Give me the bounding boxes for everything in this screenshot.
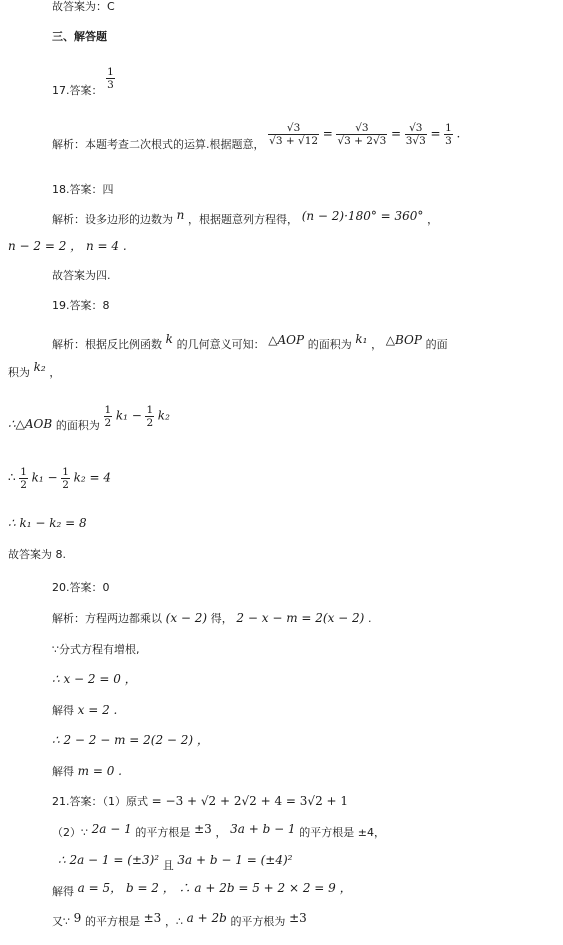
q19-exp-b: 的几何意义可知：	[176, 338, 265, 351]
q19-line4	[8, 466, 111, 491]
section-heading: 三、解答题	[52, 30, 107, 43]
q19-half-1-den: 2	[104, 417, 112, 429]
q20-eq2: 2 − x − m = 2(x − 2)	[236, 611, 365, 625]
q19-l2a: 积为	[8, 366, 30, 379]
q19-k: k	[165, 332, 173, 346]
q19-conclusion: 故答案为 8.	[8, 548, 66, 561]
q20-l4a: 解得	[52, 704, 74, 717]
q21-line4	[52, 881, 352, 899]
q19-bop: △BOP	[385, 333, 422, 347]
q17-answer	[52, 66, 115, 97]
q19-half-2-num: 1	[146, 404, 154, 416]
q21-l3a: ∴ 2a − 1 = (±3)²	[58, 853, 160, 867]
q20-answer: 20.答案：0	[52, 581, 110, 594]
q17-frac3	[405, 122, 427, 147]
q17-frac4-den: 3	[445, 135, 452, 147]
q20-explanation	[52, 611, 372, 626]
q20-line5: ∴ 2 − 2 − m = 2(2 − 2) ，	[52, 733, 209, 747]
q17-frac1-den: √3 + √12	[269, 135, 319, 147]
q18-exp-b: ，根据题意列方程得，	[188, 213, 299, 226]
q17-explanation: 解析：本题考查二次根式的运算.根据题意， $\frac{√3}{√3 + √12}$ = $\frac{√3}{√3 + 2√3}$ = $\frac{√3}{3√3}$ = $\frac{1}{3}$ .	[52, 122, 461, 151]
q18-exp-c: ，	[427, 213, 439, 226]
q19-l3b: 的面积为	[55, 418, 100, 432]
q20-exp-c: .	[368, 612, 372, 625]
q19-exp-e: 的面	[425, 338, 448, 351]
q17-label: 17.答案：	[52, 83, 103, 97]
q19-exp-c: 的面积为	[307, 338, 352, 351]
q19-line2	[8, 360, 61, 380]
q19-exp-a: 解析：根据反比例函数	[52, 338, 162, 351]
q21-l5a: 又∵	[52, 915, 70, 928]
q21-l2f: 3a + b − 1	[230, 822, 296, 836]
q19-half-3-num: 1	[20, 466, 27, 478]
q21-eq1: = −3 + √2 + 2√2 + 4 = 3√2 + 1	[151, 794, 349, 808]
q21-line2	[52, 822, 385, 840]
q21-l5f: a + 2b	[186, 911, 227, 925]
q19-aob: ∴△AOB	[8, 416, 53, 431]
q17-exp-text: 解析：本题考查二次根式的运算.根据题意，	[52, 137, 265, 151]
q21-l4a: 解得	[52, 885, 74, 898]
q21-answer	[52, 794, 348, 809]
q17-frac4-num: 1	[445, 122, 452, 134]
q19-exp-d: ，	[371, 338, 383, 351]
q19-explanation	[52, 332, 448, 352]
q20-eq1: (x − 2)	[165, 611, 208, 625]
q21-l2d: ±3	[194, 822, 212, 836]
q20-l4b: x = 2 .	[77, 703, 118, 717]
q21-l5c: 的平方根是	[84, 915, 140, 928]
q19-half-1-num: 1	[104, 404, 112, 416]
q17-numerator: 1	[107, 66, 114, 78]
q17-frac4	[444, 122, 453, 147]
q21-l5e: ，∴	[164, 915, 183, 928]
q21-l5h: ±3	[289, 911, 307, 925]
q19-therefore: ∴	[8, 470, 16, 485]
q18-answer: 18.答案：四	[52, 183, 114, 196]
q20-line6	[52, 764, 122, 779]
q19-l4b: k₁ −	[31, 470, 58, 485]
q20-l6b: m = 0 .	[77, 764, 122, 778]
answer-line: 故答案为：C	[52, 0, 115, 13]
q19-answer: 19.答案：8	[52, 299, 110, 312]
q17-denominator: 3	[107, 79, 114, 91]
q19-l2b: ，	[49, 366, 61, 379]
q21-l2g: 的平方根是 ±4，	[299, 826, 385, 839]
q19-l3c: k₁ −	[115, 408, 142, 423]
q17-fraction	[106, 66, 115, 91]
q17-frac2	[336, 122, 387, 147]
q18-explanation	[52, 208, 439, 227]
q21-line3	[58, 853, 293, 872]
q21-l3c: 3a + b − 1 = (±4)²	[177, 853, 293, 867]
q21-l2c: 的平方根是	[135, 826, 191, 839]
q19-l4c: k₂ = 4	[73, 470, 111, 485]
q21-l5b: 9	[73, 911, 82, 925]
q21-l2b: 2a − 1	[91, 822, 132, 836]
q19-half-2	[145, 404, 154, 429]
q20-exp-a: 解析：方程两边都乘以	[52, 612, 162, 625]
q18-exp-a: 解析：设多边形的边数为	[52, 213, 173, 226]
q17-frac2-den: √3 + 2√3	[337, 135, 387, 147]
q17-frac3-den: 3√3	[405, 135, 426, 147]
q18-line2: n − 2 = 2 ， n = 4 .	[8, 239, 127, 253]
q19-l3d: k₂	[157, 408, 170, 423]
q19-line5: ∴ k₁ − k₂ = 8	[8, 516, 87, 530]
q18-conclusion: 故答案为四.	[52, 269, 111, 282]
q21-l5d: ±3	[143, 911, 162, 925]
q21-line5	[52, 911, 307, 929]
q19-half-3-den: 2	[20, 479, 27, 491]
q19-half-1	[104, 404, 113, 429]
q21-label: 21.答案：（1）原式	[52, 795, 148, 808]
q19-aop: △AOP	[268, 333, 305, 347]
q17-frac1-num: √3	[268, 122, 319, 135]
q19-line3	[8, 404, 170, 432]
q19-k1: k₁	[355, 332, 368, 346]
q19-k2: k₂	[33, 360, 46, 374]
q19-half-4	[61, 466, 70, 491]
q17-frac3-num: √3	[405, 122, 427, 135]
q21-l2e: ，	[215, 826, 227, 839]
q21-l4b: a = 5， b = 2 ， ∴ a + 2b = 5 + 2 × 2 = 9 ，	[77, 881, 352, 895]
q21-l3b: 且	[162, 859, 174, 872]
q20-exp-b: 得，	[210, 612, 233, 625]
q21-l2a: （2）∵	[52, 826, 88, 839]
q19-half-3	[19, 466, 28, 491]
q19-half-4-num: 1	[62, 466, 69, 478]
q17-frac1	[268, 122, 319, 147]
q19-half-2-den: 2	[146, 417, 154, 429]
q20-l6a: 解得	[52, 765, 74, 778]
q18-equation: (n − 2)·180° = 360°	[301, 209, 424, 223]
q21-l5g: 的平方根为	[230, 915, 286, 928]
q19-half-4-den: 2	[62, 479, 69, 491]
q20-line4	[52, 703, 117, 718]
q17-frac2-num: √3	[336, 122, 387, 135]
q20-line2: ∵分式方程有增根,	[52, 643, 140, 656]
q18-n: n	[176, 208, 185, 222]
q20-line3: ∴ x − 2 = 0 ，	[52, 672, 137, 686]
